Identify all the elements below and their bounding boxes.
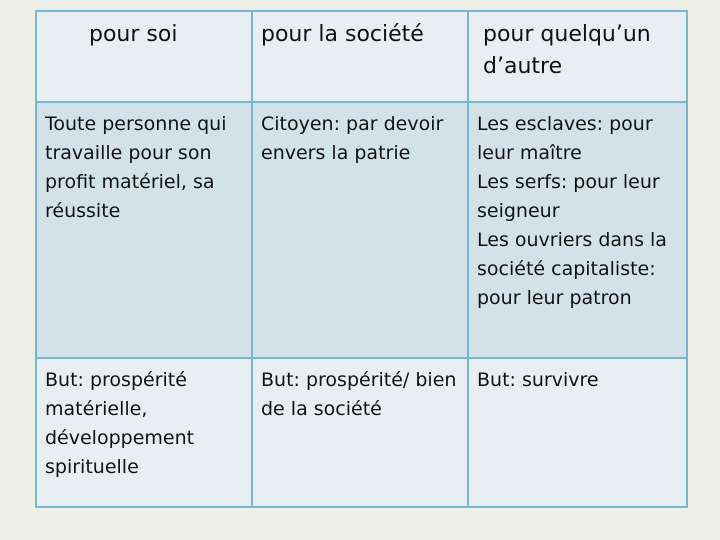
header-cell-pour-quelquun-dautre: pour quelqu’un d’autre xyxy=(468,11,687,102)
table-cell xyxy=(468,102,687,358)
table-row xyxy=(36,358,687,507)
cell-text: Citoyen: par devoir envers la patrie xyxy=(261,113,444,164)
header-cell-pour-la-societe: pour la société xyxy=(252,11,468,102)
cell-text: But: survivre xyxy=(477,369,599,391)
cell-text: Les serfs: pour leur seigneur xyxy=(477,171,660,222)
table-header-row xyxy=(36,11,687,102)
table-cell xyxy=(36,358,252,507)
cell-text: But: prospérité matérielle, développement spirituelle xyxy=(45,369,195,478)
table-row xyxy=(36,102,687,358)
cell-text: Toute personne qui travaille pour son profit matériel, sa réussite xyxy=(45,113,227,222)
cell-text: Les ouvriers dans la société capitaliste: pour leur patron xyxy=(477,229,667,309)
table-cell xyxy=(252,358,468,507)
cell-text: But: prospérité/ bien de la société xyxy=(261,369,457,420)
table-cell xyxy=(468,358,687,507)
header-cell-pour-soi: pour soi xyxy=(36,11,252,102)
comparison-table xyxy=(35,10,688,508)
cell-text: Les esclaves: pour leur maître xyxy=(477,113,653,164)
table-cell xyxy=(252,102,468,358)
table-cell xyxy=(36,102,252,358)
